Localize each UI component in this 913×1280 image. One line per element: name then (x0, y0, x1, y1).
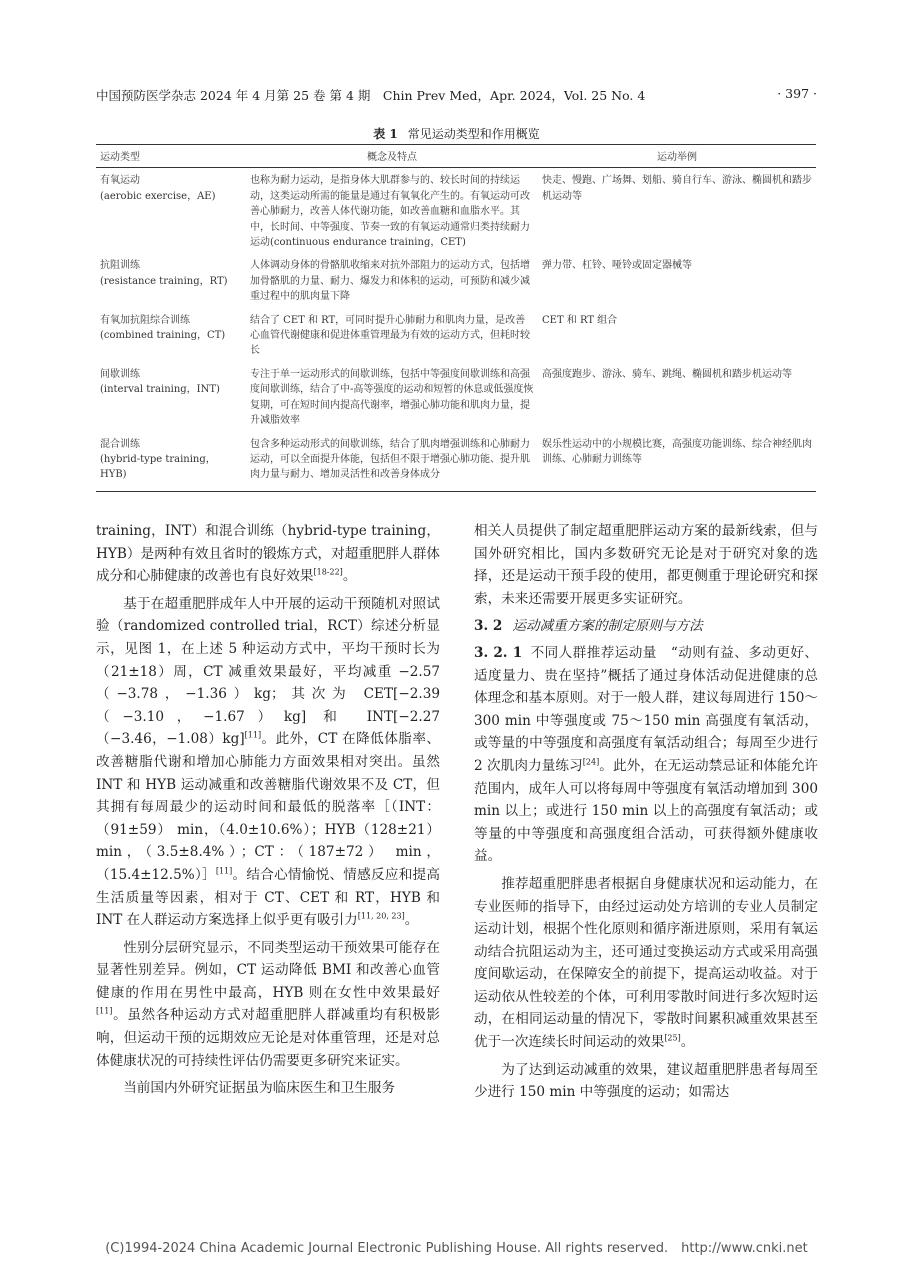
type-name: 抗阻训练 (100, 260, 140, 272)
body-paragraph: 当前国内外研究证据虽为临床医生和卫生服务 (123, 1080, 396, 1097)
copyright-footer: (C)1994-2024 China Academic Journal Electronic Publishing House. All rights reserved. http://www.cnki.net (105, 1241, 808, 1256)
body-paragraph: training，INT）和混合训练（hybrid-type training，HYB）是两种有效且省时的锻炼方式，对超重肥胖人群体成分和心肺健康的改善也有良好效果[18-22]。 (96, 523, 440, 585)
right-column (474, 520, 818, 1109)
column-header: 概念及特点 (246, 145, 538, 168)
type-name-en: (aerobic exercise，AE) (100, 190, 216, 202)
type-name-en: (hybrid-type training，HYB) (100, 453, 216, 481)
citation-ref[interactable]: [11] (244, 730, 262, 740)
citation-ref[interactable]: [11] (215, 866, 233, 876)
example-cell: 弹力带、杠铃、哑铃或固定器械等 (542, 260, 692, 272)
citation-ref[interactable]: [11] (96, 1006, 113, 1016)
table-label: 表 1 (373, 127, 398, 141)
concept-cell: 结合了 CET 和 RT，可同时提升心肺耐力和肌肉力量，是改善心血管代谢健康和促进体重管理最为有效的运动方式，但耗时较长 (250, 314, 530, 357)
concept-cell: 专注于单一运动形式的间歇训练，包括中等强度间歇训练和高强度间歇训练，结合了中-高等强度的运动和短暂的休息或低强度恢复期，可在短时间内提高代谢率，增强心肺功能和肌肉力量，提升减脂效率 (250, 368, 534, 427)
citation-ref[interactable]: [11, 20, 23] (357, 911, 405, 921)
page-number: · 397 · (777, 86, 817, 101)
body-paragraph: 基于在超重肥胖成年人中开展的运动干预随机对照试验（randomized controlled trial，RCT）综述分析显示，见图 1，在上述 5 种运动方式中，平均干预时长为（21±18）周，CT 减重效果最好，平均减重 −2.57（−3.78，−1.36）kg；其次为 CET[−2.39（−3.10，−1.67）kg] 和 INT[−2.27（−3.46，−1.08）kg][11]。此外，CT 在降低体脂率、改善糖脂代谢和增加心肺能力方面效果相对突出。虽然 INT 和 HYB 运动减重和改善糖脂代谢效果不及 CT，但其拥有每周最少的运动时间和最低的脱落率［（INT：（91±59） min，（4.0±10.6%）；HYB（128±21） min，（3.5±8.4%）；CT：（187±72） min，（15.4±12.5%）］[11]。结合心情愉悦、情感反应和提高生活质量等因素，相对于 CT、CET 和 RT，HYB 和 INT 在人群运动方案选择上似乎更有吸引力[11, 20, 23]。 (96, 595, 440, 929)
type-cell (96, 258, 246, 312)
subsection-title: 不同人群推荐运动量 (530, 644, 657, 661)
column-header: 运动举例 (538, 145, 816, 168)
type-cell (96, 168, 246, 259)
body-paragraph: 推荐超重肥胖患者根据自身健康状况和运动能力，在专业医师的指导下，由经过运动处方培训的专业人员制定运动计划，根据个性化原则和循序渐进原则，采用有氧运动结合抗阻运动为主，还可通过变换运动方式或采用高强度间歇运动，在保障安全的前提下，提高运动收益。对于运动依从性较差的个体，可利用零散时间进行多次短时运动，在相同运动量的情况下，零散时间累积减重效果甚至优于一次连续长时间运动的效果[25]。 (474, 875, 818, 1051)
section-number: 3. 2 (474, 618, 503, 635)
table-row (96, 367, 816, 437)
table-caption (0, 125, 913, 142)
left-column (96, 520, 440, 1105)
subsection-number: 3. 2. 1 (474, 644, 523, 661)
concept-cell: 也称为耐力运动，是指身体大肌群参与的、较长时间的持续运动，这类运动所需的能量是通过有氧氧化产生的。有氧运动可改善心肺耐力，改善人体代谢功能，如改善血糖和血脂水平。其中，长时间、中等强度、节奏一致的有氧运动通常归类持续耐力运动(continuous endurance training，CET) (250, 175, 530, 249)
type-cell (96, 437, 246, 492)
exercise-types-table (96, 144, 816, 492)
type-cell (96, 367, 246, 437)
type-name: 有氧加抗阻综合训练 (100, 314, 190, 326)
example-cell: 高强度跑步、游泳、骑车、跳绳、椭圆机和踏步机运动等 (542, 368, 792, 380)
body-paragraph: 性别分层研究显示，不同类型运动干预效果可能存在显著性别差异。例如，CT 运动降低 BMI 和改善心血管健康的作用在男性中最高，HYB 则在女性中效果最好[11]。虽然各种运动方式对超重肥胖人群减重均有积极影响，但运动干预的远期效应无论是对体重管理，还是对总体健康状况的可持续性评估仍需要更多研究来证实。 (96, 939, 440, 1069)
table-row (96, 437, 816, 492)
type-name: 有氧运动 (100, 175, 140, 187)
body-paragraph: 3. 2. 1 不同人群推荐运动量 “动则有益、多动更好、适度量力、贵在坚持”概括了通过身体活动促进健康的总体理念和基本原则。对于一般人群，建议每周进行 150～300 min 中等强度或 75～150 min 高强度有氧活动，或等量的中等强度和高强度有氧活动组合；每周至少进行 2 次肌肉力量练习[24]。此外，在无运动禁忌证和体能允许范围内，成年人可以将每周中等强度有氧活动增加到 300 min 以上；或进行 150 min 以上的高强度有氧活动；或等量的中等强度和高强度组合活动，可获得额外健康收益。 (474, 644, 819, 865)
example-cell: 娱乐性运动中的小规模比赛，高强度功能训练、综合神经肌肉训练、心肺耐力训练等 (538, 437, 816, 492)
citation-ref[interactable]: [25] (664, 1033, 681, 1043)
table-title: 常见运动类型和作用概览 (407, 127, 540, 141)
type-name: 混合训练 (100, 438, 140, 450)
column-header: 运动类型 (96, 145, 246, 168)
body-paragraph: 为了达到运动减重的效果，建议超重肥胖患者每周至少进行 150 min 中等强度的运动；如需达 (474, 1061, 818, 1101)
journal-citation: 中国预防医学杂志 2024 年 4 月第 25 卷 第 4 期 Chin Prev Med，Apr. 2024，Vol. 25 No. 4 (96, 88, 646, 103)
type-name: 间歇训练 (100, 368, 140, 380)
type-name-en: (resistance training，RT) (100, 275, 228, 287)
section-title: 运动减重方案的制定原则与方法 (512, 618, 703, 635)
example-cell: 快走、慢跑、广场舞、划船、骑自行车、游泳、椭圆机和踏步机运动等 (542, 175, 812, 202)
citation-ref[interactable]: [18-22] (313, 567, 343, 577)
type-name-en: (interval training，INT) (100, 384, 220, 396)
concept-cell: 人体调动身体的骨骼肌收缩来对抗外部阻力的运动方式，包括增加骨骼肌的力量、耐力、爆发力和体积的运动，可预防和减少减重过程中的肌肉量下降 (250, 260, 530, 303)
running-header (96, 86, 817, 104)
table-row (96, 313, 816, 367)
example-cell: CET 和 RT 组合 (542, 314, 618, 326)
type-name-en: (combined training，CT) (100, 330, 226, 342)
citation-ref[interactable]: [24] (582, 757, 600, 767)
table-row (96, 258, 816, 312)
table-header-row (96, 145, 816, 168)
section-heading (474, 615, 818, 638)
type-cell (96, 313, 246, 367)
concept-cell: 包含多种运动形式的间歇训练，结合了肌肉增强训练和心肺耐力运动，可以全面提升体能，包括但不限于增强心肺功能、提升肌肉力量与耐力、增加灵活性和改善身体成分 (246, 437, 538, 492)
table-row (96, 168, 816, 259)
body-paragraph: 相关人员提供了制定超重肥胖运动方案的最新线索，但与国外研究相比，国内多数研究无论是对于研究对象的选择，还是运动干预手段的使用，都更侧重于理论研究和探索，未来还需要开展更多实证研究。 (474, 523, 818, 607)
